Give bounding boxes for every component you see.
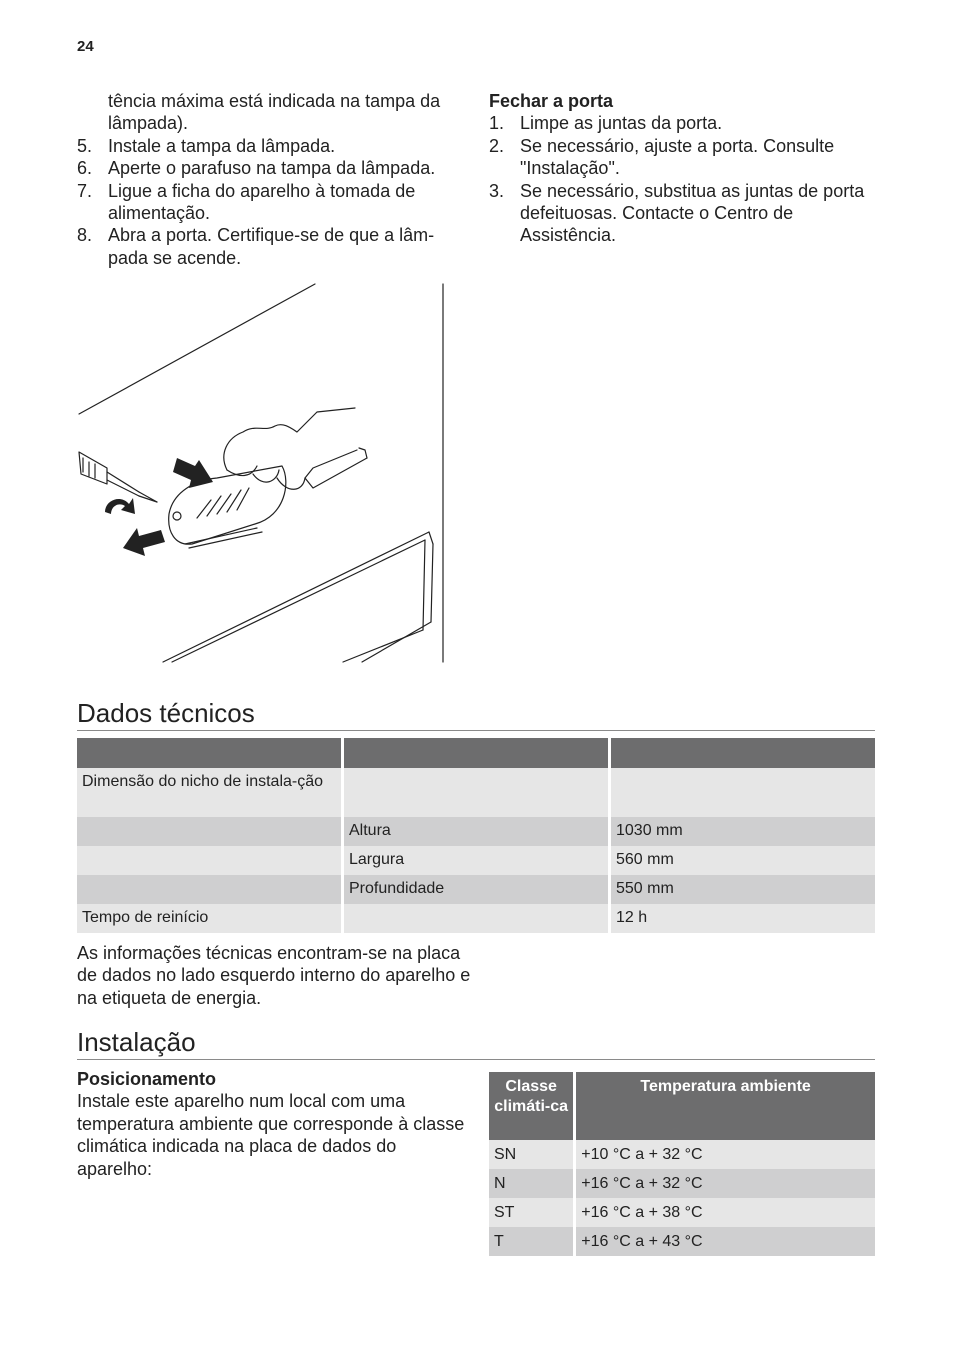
table-row [489,1198,875,1227]
table-header-cell [77,738,341,768]
table-cell: N [489,1169,573,1198]
table-row [77,904,875,933]
table-cell: Dimensão do nicho de instala-ção [77,768,341,817]
lamp-steps-list [77,135,467,269]
table-row [77,768,875,817]
table-cell: Largura [344,846,608,875]
table-cell: +16 °C a + 43 °C [576,1227,875,1256]
table-row [77,846,875,875]
step-number: 8. [77,225,93,246]
table-row [489,1169,875,1198]
table-cell: Profundidade [344,875,608,904]
step-text: Abra a porta. Certifique-se de que a lâm-pada se acende. [108,225,435,268]
list-item [77,224,467,269]
list-item [77,135,467,157]
table-cell: Tempo de reinício [77,904,341,933]
table-cell [344,768,608,817]
step-number: 6. [77,158,93,179]
step-text: Limpe as juntas da porta. [520,113,723,134]
table-header-cell: Temperatura ambiente [576,1072,875,1140]
step-number: 5. [77,135,93,156]
list-item [77,157,467,179]
positioning-paragraph: Instale este aparelho num local com uma temperatura ambiente que corresponde à classe climática indicada na placa de dados do aparelho: [77,1091,465,1179]
table-cell: ST [489,1198,573,1227]
left-column [77,90,467,269]
door-steps-list [489,112,879,246]
technical-data-table [74,738,878,933]
table-row [489,1140,875,1169]
table-cell [77,875,341,904]
climate-class-table [486,1072,878,1256]
table-cell: +16 °C a + 38 °C [576,1198,875,1227]
step-text: Se necessário, ajuste a porta. Consulte "Instalação". [520,135,835,179]
table-header-row [77,738,875,768]
table-cell: 1030 mm [611,817,875,846]
step-text: Se necessário, substitua as juntas de porta defeituosas. Contacte o Centro de Assistência. [520,180,865,246]
table-row [489,1227,875,1256]
step-number: 1. [489,113,505,134]
step-text: Ligue a ficha do aparelho à tomada de alimentação. [108,180,416,224]
table-cell: SN [489,1140,573,1169]
table-cell [344,904,608,933]
positioning-section [77,1068,472,1180]
table-cell: T [489,1227,573,1256]
technical-info-paragraph: As informações técnicas encontram-se na placa de dados no lado esquerdo interno do aparelho e na etiqueta de energia. [77,943,471,1008]
table-header-cell [611,738,875,768]
step-number: 7. [77,180,93,201]
table-row [77,875,875,904]
table-cell: +10 °C a + 32 °C [576,1140,875,1169]
close-door-heading: Fechar a porta [489,91,614,111]
page-number: 24 [77,38,94,55]
table-header-row [489,1072,875,1140]
list-item [77,180,467,225]
list-item [489,135,879,180]
step-continuation: tência máxima está indicada na tampa da lâmpada). [108,91,441,134]
table-cell [77,817,341,846]
list-item [489,180,879,247]
table-cell [611,768,875,817]
step-number: 2. [489,135,505,156]
table-header-cell: Classe climáti-ca [489,1072,573,1140]
list-item [489,112,879,134]
lamp-cover-illustration [77,282,457,664]
table-cell: 550 mm [611,875,875,904]
table-header-cell [344,738,608,768]
table-row [77,817,875,846]
table-cell [77,846,341,875]
table-cell: Altura [344,817,608,846]
table-cell: 560 mm [611,846,875,875]
technical-data-heading: Dados técnicos [77,698,875,731]
step-number: 3. [489,180,505,201]
step-text: Aperte o parafuso na tampa da lâmpada. [108,158,436,179]
table-cell: 12 h [611,904,875,933]
right-column [489,90,879,247]
step-text: Instale a tampa da lâmpada. [108,135,336,156]
table-cell: +16 °C a + 32 °C [576,1169,875,1198]
installation-heading: Instalação [77,1027,875,1060]
positioning-heading: Posicionamento [77,1069,217,1089]
